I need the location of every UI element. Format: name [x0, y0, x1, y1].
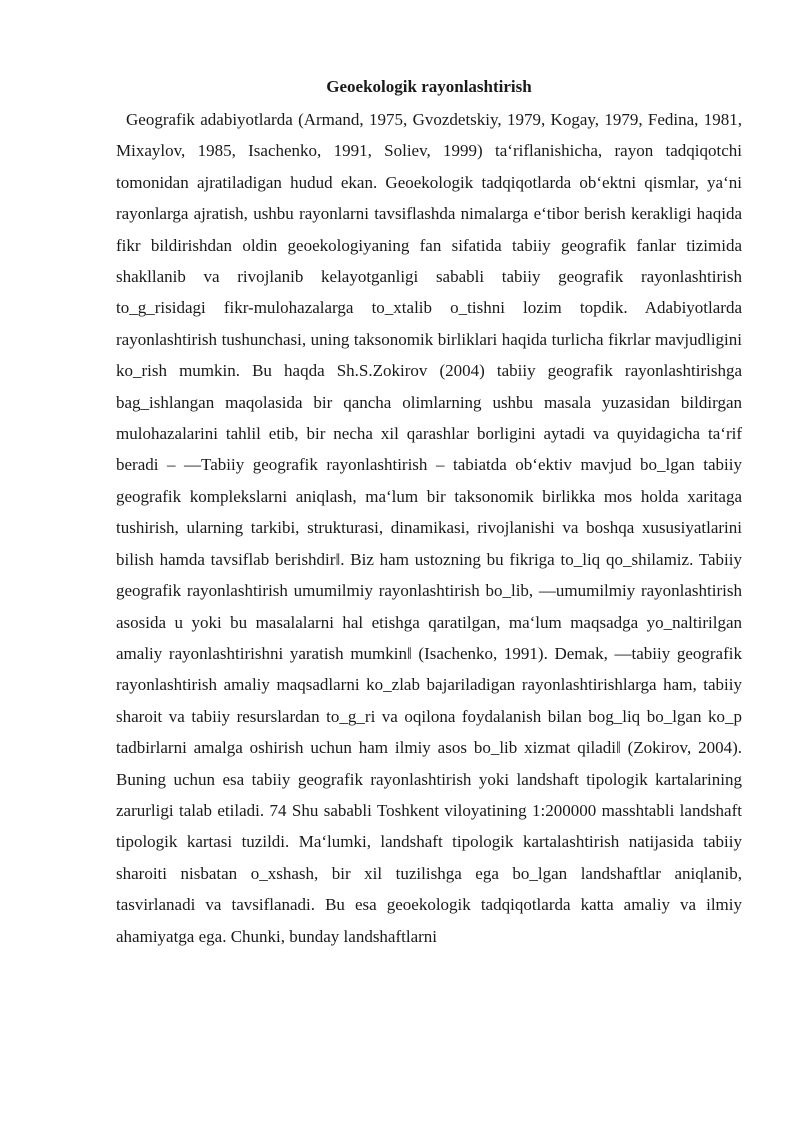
document-page [116, 76, 742, 952]
body-paragraph: Geografik adabiyotlarda (Armand, 1975, Gvozdetskiy, 1979, Kogay, 1979, Fedina, 1981, Mixaylov, 1985, Isachenko, 1991, Soliev, 1999) ta‘riflanishicha, rayon tadqiqotchi tomonidan ajratiladigan hudud ekan. Geoekologik tadqiqotlarda ob‘ektni qismlar, ya‘ni rayonlarga ajratish, ushbu rayonlarni tavsiflashda nimalarga e‘tibor berish kerakligi haqida fikr bildirishdan oldin geoekologiyaning fan sifatida tabiiy geografik fanlar tizimida shakllanib va rivojlanib kelayotganligi sababli tabiiy geografik rayonlashtirish to_g_risidagi fikr-mulohazalarga to_xtalib o_tishni lozim topdik. Adabiyotlarda rayonlashtirish tushunchasi, uning taksonomik birliklari haqida turlicha fikrlar mavjudligini ko_rish mumkin. Bu haqda Sh.S.Zokirov (2004) tabiiy geografik rayonlashtirishga bag_ishlangan maqolasida bir qancha olimlarning ushbu masala yuzasidan bildirgan mulohazalarini tahlil etib, bir necha xil qarashlar borligini aytadi va quyidagicha ta‘rif beradi – ―Tabiiy geografik rayonlashtirish – tabiatda ob‘ektiv mavjud bo_lgan tabiiy geografik komplekslarni aniqlash, ma‘lum bir taksonomik birlikka mos holda xaritaga tushirish, ularning tarkibi, strukturasi, dinamikasi, rivojlanishi va boshqa xususiyatlarini bilish hamda tavsiflab berishdir‖. Biz ham ustozning bu fikriga to_liq qo_shilamiz. Tabiiy geografik rayonlashtirish umumilmiy rayonlashtirish bo_lib, ―umumilmiy rayonlashtirish asosida u yoki bu masalalarni hal etishga qaratilgan, ma‘lum maqsadga yo_naltirilgan amaliy rayonlashtirishni yaratish mumkin‖ (Isachenko, 1991). Demak, ―tabiiy geografik rayonlashtirish amaliy maqsadlarni ko_zlab bajariladigan rayonlashtirishlarga ham, tabiiy sharoit va tabiiy resurslardan to_g_ri va oqilona foydalanish bilan bog_liq bo_lgan ko_p tadbirlarni amalga oshirish uchun ham ilmiy asos bo_lib xizmat qiladi‖ (Zokirov, 2004). Buning uchun esa tabiiy geografik rayonlashtirish yoki landshaft tipologik kartalarining zarurligi talab etiladi. 74 Shu sababli Toshkent viloyatining 1:200000 masshtabli landshaft tipologik kartasi tuzildi. Ma‘lumki, landshaft tipologik kartalashtirish natijasida tabiiy sharoiti nisbatan o_xshash, bir xil tuzilishga ega bo_lgan landshaftlar aniqlanib, tasvirlanadi va tavsiflanadi. Bu esa geoekologik tadqiqotlarda katta amaliy va ilmiy ahamiyatga ega. Chunki, bunday landshaftlarni [116, 110, 742, 946]
document-title: Geoekologik rayonlashtirish [326, 77, 532, 96]
